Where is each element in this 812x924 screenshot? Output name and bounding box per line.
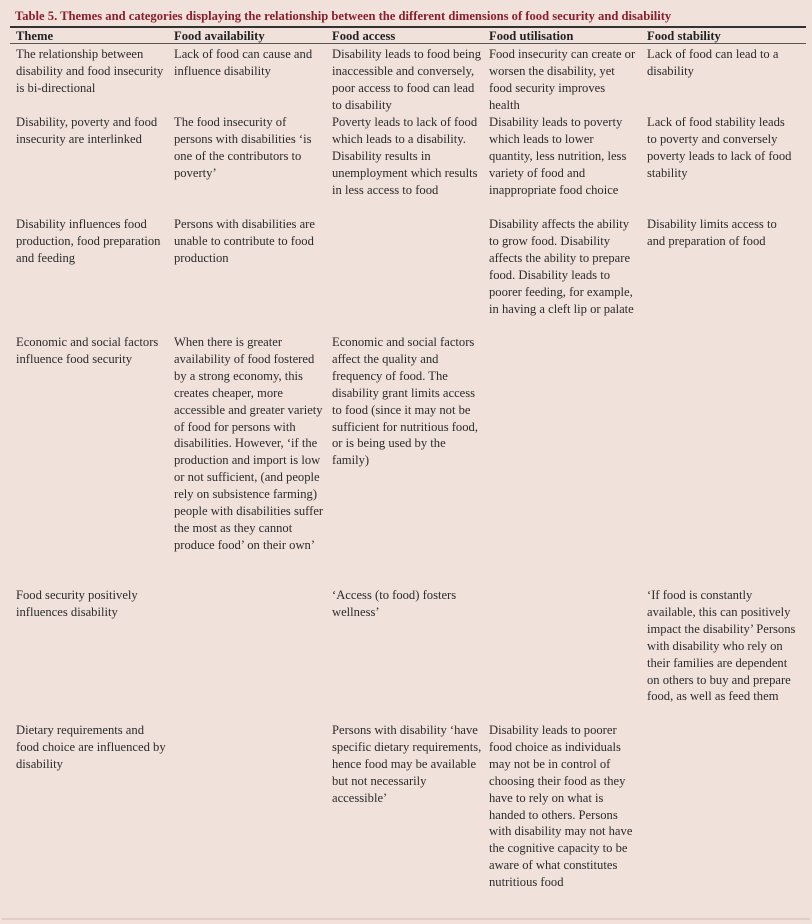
row2-food-availability: The food insecurity of persons with disabilities ‘is one of the contributors to poverty’	[174, 115, 312, 180]
header-rule	[10, 43, 806, 44]
row1-food-availability: Lack of food can cause and influence disability	[174, 47, 313, 78]
header-food-access: Food access	[332, 29, 396, 43]
row5-food-access: ‘Access (to food) fosters wellness’	[332, 588, 457, 619]
page-bottom-edge	[2, 918, 810, 920]
row3-food-utilisation: Disability affects the ability to grow food. Disability affects the ability to prepare food. Disability leads to poorer feeding, for example, in having a cleft lip or palate	[489, 217, 634, 316]
row1-food-utilisation: Food insecurity can create or worsen the disability, yet food security improves health	[489, 47, 636, 112]
row1-food-stability: Lack of food can lead to a disability	[647, 47, 779, 78]
header-food-stability: Food stability	[647, 29, 721, 43]
header-food-utilisation: Food utilisation	[489, 29, 574, 43]
row4-food-access: Economic and social factors affect the quality and frequency of food. The disability grant limits access to food (since it may not be sufficient for nutritious food, or is being used by the family)	[332, 335, 478, 468]
row2-theme: Disability, poverty and food insecurity are interlinked	[16, 115, 158, 146]
row4-food-availability: When there is greater availability of food fostered by a strong economy, this creates cheaper, more accessible and greater variety of food for persons with disabilities. However, ‘if the production and import is low or not sufficient, (and people rely on subsistence farming) people with disabilities suffer the most as they cannot produce food’ on their own’	[174, 335, 324, 552]
row6-food-access: Persons with disability ‘have specific dietary requirements, hence food may be available but not necessarily accessible’	[332, 723, 482, 805]
row5-theme: Food security positively influences disability	[16, 588, 138, 619]
row2-food-utilisation: Disability leads to poverty which leads to lower quantity, less nutrition, less variety of food and inappropriate food choice	[489, 115, 627, 197]
row6-food-utilisation: Disability leads to poorer food choice as individuals may not be in control of choosing their food as they have to rely on what is handed to others. Persons with disability may not have the cognitive capacity to be aware of what constitutes nutritious food	[489, 723, 633, 890]
row3-food-stability: Disability limits access to and preparation of food	[647, 217, 777, 248]
row5-food-stability: ‘If food is constantly available, this can positively impact the disability’ Persons with disability who rely on their families are dependent on others to buy and prepare food, as well as feed them	[647, 588, 796, 704]
row1-theme: The relationship between disability and food insecurity is bi-directional	[16, 47, 164, 95]
table-caption: Table 5. Themes and categories displaying the relationship between the different dimensions of food security and disability	[15, 9, 672, 23]
row4-theme: Economic and social factors influence food security	[16, 335, 159, 366]
row2-food-stability: Lack of food stability leads to poverty and conversely poverty leads to lack of food stability	[647, 115, 792, 180]
row2-food-access: Poverty leads to lack of food which leads to a disability. Disability results in unemployment which results in less access to food	[332, 115, 478, 197]
row1-food-access: Disability leads to food being inaccessible and conversely, poor access to food can lead to disability	[332, 47, 482, 112]
header-theme: Theme	[16, 29, 54, 43]
header-food-availability: Food availability	[174, 29, 265, 43]
table-top-rule	[10, 26, 806, 28]
row3-theme: Disability influences food production, food preparation and feeding	[16, 217, 161, 265]
row6-theme: Dietary requirements and food choice are influenced by disability	[16, 723, 166, 771]
row3-food-availability: Persons with disabilities are unable to contribute to food production	[174, 217, 315, 265]
